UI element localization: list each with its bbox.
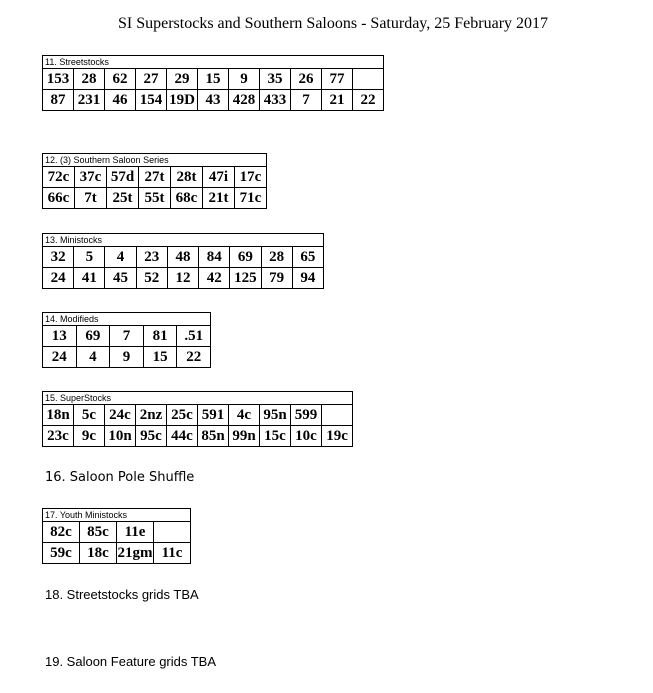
grid-cell: 2nz	[136, 405, 167, 426]
grid-row	[43, 167, 267, 188]
grid-cell: 15	[143, 347, 177, 368]
grid-cell: 22	[353, 90, 384, 111]
grid-cell: 81	[143, 326, 177, 347]
grid-cell: 95c	[136, 426, 167, 447]
grid-row	[43, 268, 324, 289]
grid-cell: 29	[167, 69, 198, 90]
grid-cell: 433	[260, 90, 291, 111]
grid-cell: 9	[229, 69, 260, 90]
grid-cell: 72c	[43, 167, 75, 188]
grid-cell: 23c	[43, 426, 74, 447]
grid-cell: 26	[291, 69, 322, 90]
grid-cell: 69	[76, 326, 110, 347]
grid-cell: 4	[76, 347, 110, 368]
grid-cell: 9c	[74, 426, 105, 447]
grid-cell: 71c	[235, 188, 267, 209]
grid-cell: 15c	[260, 426, 291, 447]
grid-row	[43, 247, 324, 268]
grid-cell: 32	[43, 247, 74, 268]
grid-cell: 46	[105, 90, 136, 111]
grid-cell: 11c	[154, 543, 191, 564]
grid-cell: 7t	[75, 188, 107, 209]
grid-cell: 13	[43, 326, 77, 347]
grid-cell: 599	[291, 405, 322, 426]
grid-cell: 52	[136, 268, 167, 289]
grid-cell: 21gm	[117, 543, 154, 564]
grid-cell: 428	[229, 90, 260, 111]
grid-caption: 14. Modifieds	[43, 313, 211, 326]
grid-cell: 66c	[43, 188, 75, 209]
grid-row	[43, 188, 267, 209]
grid-cell: 94	[292, 268, 323, 289]
grid-row	[43, 522, 191, 543]
grid-cell: 125	[230, 268, 261, 289]
grid-caption: 17. Youth Ministocks	[43, 509, 191, 522]
heading-saloon-pole-shuffle: 16. Saloon Pole Shuffle	[45, 470, 195, 485]
grid-cell: 28	[74, 69, 105, 90]
grid-cell: 5	[74, 247, 105, 268]
grid-cell: 95n	[260, 405, 291, 426]
grid-cell: 19c	[322, 426, 353, 447]
grid-row	[43, 347, 211, 368]
grid-cell: 10n	[105, 426, 136, 447]
grid-cell: 99n	[229, 426, 260, 447]
grid-cell: 19D	[167, 90, 198, 111]
heading-saloon-feature-grids: 19. Saloon Feature grids TBA	[45, 654, 217, 669]
heading-streetstocks-grids: 18. Streetstocks grids TBA	[45, 587, 199, 602]
grid-row	[43, 426, 353, 447]
grid-cell: 231	[74, 90, 105, 111]
grid-cell: 24	[43, 347, 77, 368]
grid-cell: 77	[322, 69, 353, 90]
grid-cell: 65	[292, 247, 323, 268]
grid-ministocks	[42, 233, 324, 289]
grid-cell: 47i	[203, 167, 235, 188]
grid-cell-empty	[322, 405, 353, 426]
grid-cell: 12	[167, 268, 198, 289]
grid-cell: 5c	[74, 405, 105, 426]
grid-cell: 44c	[167, 426, 198, 447]
grid-cell: 22	[177, 347, 211, 368]
grid-cell: 35	[260, 69, 291, 90]
grid-caption: 15. SuperStocks	[43, 392, 353, 405]
grid-cell: 69	[230, 247, 261, 268]
grid-cell: 79	[261, 268, 292, 289]
grid-caption: 12. (3) Southern Saloon Series	[43, 154, 267, 167]
page-title: SI Superstocks and Southern Saloons - Saturday, 25 February 2017	[118, 15, 549, 32]
grid-cell: 28t	[171, 167, 203, 188]
grid-cell: 23	[136, 247, 167, 268]
grid-cell: 45	[105, 268, 136, 289]
grid-caption: 13. Ministocks	[43, 234, 324, 247]
grid-cell: 85c	[80, 522, 117, 543]
grid-cell: 27t	[139, 167, 171, 188]
grid-row	[43, 405, 353, 426]
grid-cell: 42	[199, 268, 230, 289]
grid-cell: 85n	[198, 426, 229, 447]
grid-row	[43, 90, 384, 111]
grid-cell: 15	[198, 69, 229, 90]
grid-cell: 82c	[43, 522, 80, 543]
grid-cell: 59c	[43, 543, 80, 564]
grid-cell: 7	[110, 326, 144, 347]
grid-row	[43, 543, 191, 564]
grid-cell: 24c	[105, 405, 136, 426]
grid-caption: 11. Streetstocks	[43, 56, 384, 69]
grid-cell: .51	[177, 326, 211, 347]
grid-cell: 24	[43, 268, 74, 289]
grid-cell: 18n	[43, 405, 74, 426]
grid-cell: 153	[43, 69, 74, 90]
grid-cell-empty	[154, 522, 191, 543]
grid-cell: 41	[74, 268, 105, 289]
grid-row	[43, 69, 384, 90]
grid-cell: 87	[43, 90, 74, 111]
grid-cell: 21t	[203, 188, 235, 209]
grid-cell-empty	[353, 69, 384, 90]
grid-cell: 4	[105, 247, 136, 268]
grid-cell: 11e	[117, 522, 154, 543]
grid-cell: 21	[322, 90, 353, 111]
grid-cell: 62	[105, 69, 136, 90]
grid-cell: 591	[198, 405, 229, 426]
grid-cell: 43	[198, 90, 229, 111]
grid-cell: 37c	[75, 167, 107, 188]
grid-youth-ministocks	[42, 508, 191, 564]
grid-cell: 28	[261, 247, 292, 268]
grid-streetstocks	[42, 55, 384, 111]
grid-superstocks	[42, 391, 353, 447]
grid-cell: 27	[136, 69, 167, 90]
grid-row	[43, 326, 211, 347]
grid-cell: 25c	[167, 405, 198, 426]
grid-cell: 55t	[139, 188, 171, 209]
grid-modifieds	[42, 312, 211, 368]
grid-cell: 154	[136, 90, 167, 111]
grid-cell: 25t	[107, 188, 139, 209]
grid-cell: 84	[199, 247, 230, 268]
grid-cell: 4c	[229, 405, 260, 426]
grid-cell: 48	[167, 247, 198, 268]
grid-cell: 17c	[235, 167, 267, 188]
grid-cell: 10c	[291, 426, 322, 447]
grid-southern-saloon-series	[42, 153, 267, 209]
grid-cell: 57d	[107, 167, 139, 188]
grid-cell: 68c	[171, 188, 203, 209]
grid-cell: 9	[110, 347, 144, 368]
grid-cell: 7	[291, 90, 322, 111]
grid-cell: 18c	[80, 543, 117, 564]
